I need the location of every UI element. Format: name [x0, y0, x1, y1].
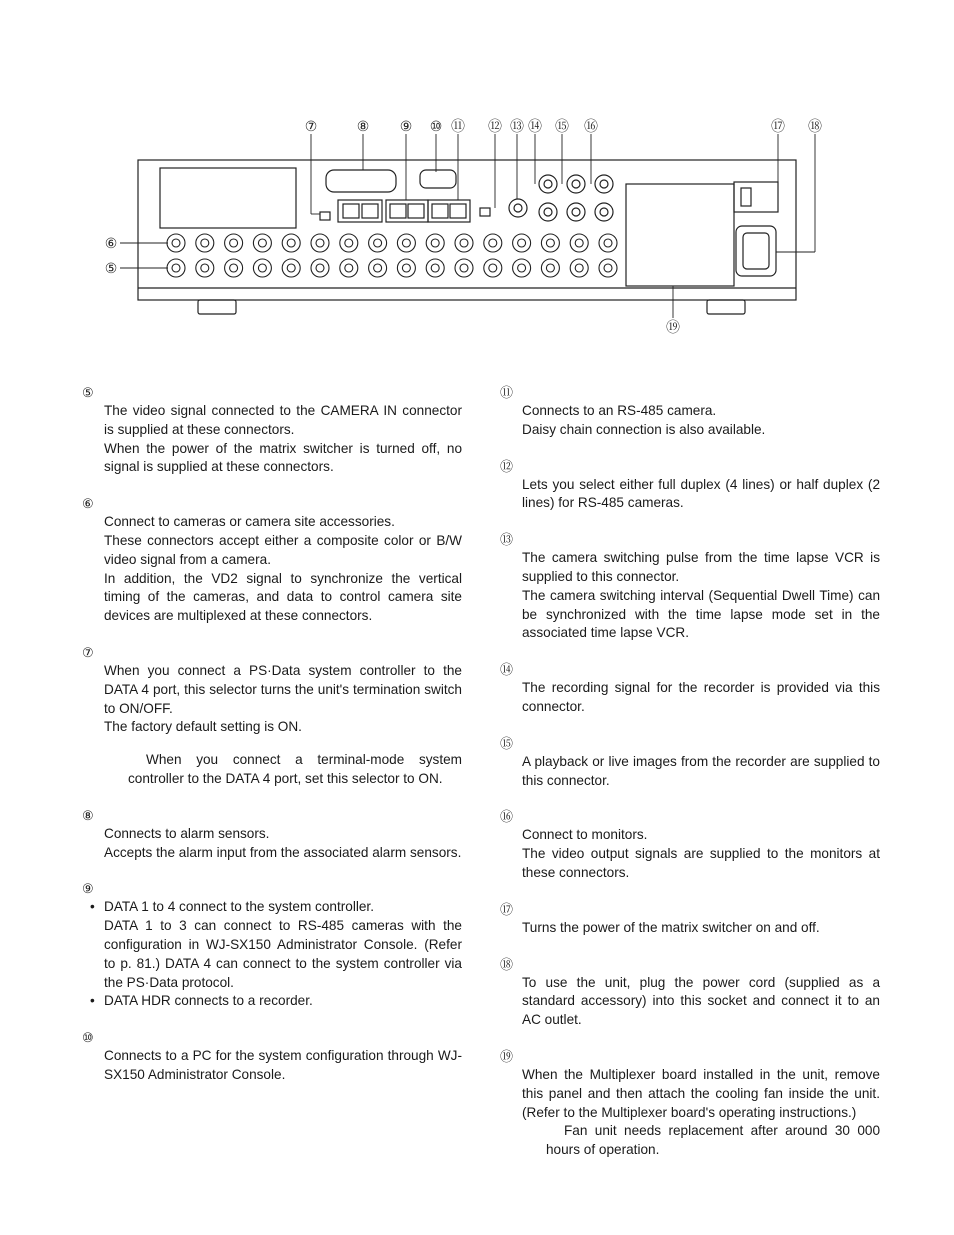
item-number: ⑯	[500, 809, 514, 825]
callout-11: ⑪	[451, 120, 465, 135]
bnc-connector	[541, 259, 559, 277]
description-item	[500, 458, 880, 514]
callout-14: ⑭	[528, 120, 542, 135]
bnc-connector	[225, 259, 243, 277]
bullet-icon: •	[90, 993, 95, 1009]
description-text: Connects to a PC for the system configuration through WJ-SX150 Administrator Console.	[104, 1048, 462, 1082]
item-number: ⑰	[500, 901, 514, 917]
bnc-connector	[455, 234, 473, 252]
description-text: The video signal connected to the CAMERA IN connector is supplied at these connectors.	[104, 403, 462, 437]
bnc-connector	[340, 259, 358, 277]
bnc-connector	[570, 234, 588, 252]
callout-16: ⑯	[584, 120, 598, 135]
description-item	[500, 735, 880, 791]
description-item	[82, 807, 462, 863]
bnc-connector	[484, 234, 502, 252]
callout-12: ⑫	[488, 120, 502, 135]
description-text: These connectors accept either a composite color or B/W video signal from a camera.	[104, 532, 462, 567]
chassis-outline	[138, 160, 796, 300]
item-number: ⑦	[82, 644, 94, 660]
bnc-connector	[167, 234, 185, 252]
camera-bnc-rows	[167, 234, 617, 277]
bnc-connector	[196, 259, 214, 277]
bnc-connector	[311, 234, 329, 252]
bnc-connector	[397, 234, 415, 252]
item-number: ⑧	[82, 807, 94, 823]
callout-13: ⑬	[510, 120, 524, 135]
description-item	[82, 644, 462, 789]
item-number: ⑭	[500, 662, 514, 678]
note-text: Fan unit needs replacement after around 30 000 hours of operation.	[546, 1123, 880, 1158]
bnc-connector	[311, 259, 329, 277]
item-number: ⑱	[500, 956, 514, 972]
bnc-connector	[426, 259, 444, 277]
callout-17: ⑰	[771, 120, 785, 135]
bnc-connector	[282, 259, 300, 277]
callout-7: ⑦	[304, 120, 318, 135]
callout-10: ⑩	[429, 120, 443, 135]
item-number: ⑫	[500, 458, 514, 474]
bnc-connector	[513, 259, 531, 277]
description-text: A playback or live images from the recorder are supplied to this connector.	[522, 753, 880, 788]
callout-6: ⑥	[104, 237, 118, 252]
callout-9: ⑨	[399, 120, 413, 135]
description-text: The camera switching pulse from the time lapse VCR is supplied to this connector.	[522, 550, 880, 584]
bnc-connector	[225, 234, 243, 252]
description-text: The camera switching interval (Sequential Dwell Time) can be synchronized with the time lapse mode set in the associated time lapse VCR.	[522, 587, 880, 641]
description-item	[500, 661, 880, 717]
description-item	[500, 531, 880, 643]
item-number: ⑪	[500, 385, 514, 400]
description-item	[500, 901, 880, 938]
bullet-item	[90, 992, 462, 1011]
description-text: When the Multiplexer board installed in the unit, remove this panel and then attach the cooling fan inside the unit. (Refer to the Multiplexer board's operating instructions.)	[522, 1066, 880, 1120]
bnc-connector	[340, 234, 358, 252]
note-text: When you connect a terminal-mode system controller to the DATA 4 port, set this selector to ON.	[128, 752, 462, 786]
description-text: Accepts the alarm input from the associated alarm sensors.	[104, 844, 462, 860]
description-text: The recording signal for the recorder is provided via this connector.	[522, 680, 880, 714]
rear-panel-diagram	[0, 0, 954, 350]
description-text: Connects to an RS-485 camera.	[522, 403, 717, 418]
description-item	[82, 1029, 462, 1085]
item-number: ⑬	[500, 532, 514, 548]
description-text: To use the unit, plug the power cord (supplied as a standard accessory) into this socket and connect it to an AC outlet.	[522, 974, 880, 1028]
bullet-text: DATA 1 to 4 connect to the system controller.	[104, 899, 374, 915]
description-text: When the power of the matrix switcher is turned off, no signal is supplied at these connectors.	[104, 440, 462, 475]
bullet-item	[90, 898, 462, 917]
description-item	[500, 384, 880, 440]
description-text: Lets you select either full duplex (4 lines) or half duplex (2 lines) for RS-485 cameras.	[522, 476, 880, 511]
bnc-connector	[570, 259, 588, 277]
description-text: The factory default setting is ON.	[104, 719, 302, 735]
item-number: ⑩	[82, 1030, 94, 1046]
callout-8: ⑧	[356, 120, 370, 135]
bnc-connector	[455, 259, 473, 277]
bnc-connector	[282, 234, 300, 252]
callout-5: ⑤	[104, 262, 118, 277]
bnc-connector	[541, 234, 559, 252]
bnc-connector	[369, 259, 387, 277]
bnc-connector	[484, 259, 502, 277]
description-text: When you connect a PS·Data system controller to the DATA 4 port, this selector turns the unit's termination switch to ON/OFF.	[104, 662, 462, 716]
left-column	[82, 384, 462, 1103]
description-text: In addition, the VD2 signal to synchronize the vertical timing of the cameras, and data to control camera site devices are multiplexed at these connectors.	[104, 570, 462, 624]
description-item	[82, 384, 462, 477]
right-column	[500, 384, 880, 1178]
description-item	[500, 1048, 880, 1160]
bnc-connector	[253, 234, 271, 252]
item-number: ⑥	[82, 496, 94, 512]
description-text: Connects to alarm sensors.	[104, 825, 270, 841]
bnc-connector	[369, 234, 387, 252]
callout-19: ⑲	[666, 321, 680, 336]
item-number: ⑮	[500, 735, 514, 751]
callout-18: ⑱	[808, 120, 822, 135]
item-number: ⑤	[82, 385, 94, 400]
bullet-continuation: DATA 1 to 3 can connect to RS-485 cameras with the configuration in WJ-SX150 Administrator Console. (Refer to p. 81.) DATA 4 can connect to the system controller via the PS·Data protocol.	[104, 918, 462, 990]
bnc-connector	[426, 234, 444, 252]
bnc-connector	[513, 234, 531, 252]
description-item	[500, 808, 880, 882]
bullet-icon: •	[90, 899, 95, 915]
description-text: The video output signals are supplied to the monitors at these connectors.	[522, 846, 880, 880]
bnc-connector	[599, 259, 617, 277]
bnc-connector	[253, 259, 271, 277]
bnc-connector	[196, 234, 214, 252]
description-text: Turns the power of the matrix switcher on and off.	[522, 919, 820, 935]
item-number: ⑨	[82, 881, 94, 897]
item-number: ⑲	[500, 1048, 514, 1064]
description-item	[82, 880, 462, 1011]
description-text: Daisy chain connection is also available.	[522, 421, 766, 437]
bnc-connector	[599, 234, 617, 252]
multiplexer-panel	[626, 184, 734, 286]
bnc-connector	[397, 259, 415, 277]
description-item	[82, 495, 462, 626]
callout-15: ⑮	[555, 120, 569, 135]
alarm-port	[326, 170, 396, 192]
description-text: Connect to monitors.	[522, 827, 648, 843]
rs232-port	[420, 170, 456, 188]
bnc-connector	[167, 259, 185, 277]
bullet-text: DATA HDR connects to a recorder.	[104, 993, 313, 1009]
description-text: Connect to cameras or camera site accessories.	[104, 514, 395, 530]
description-item	[500, 956, 880, 1030]
